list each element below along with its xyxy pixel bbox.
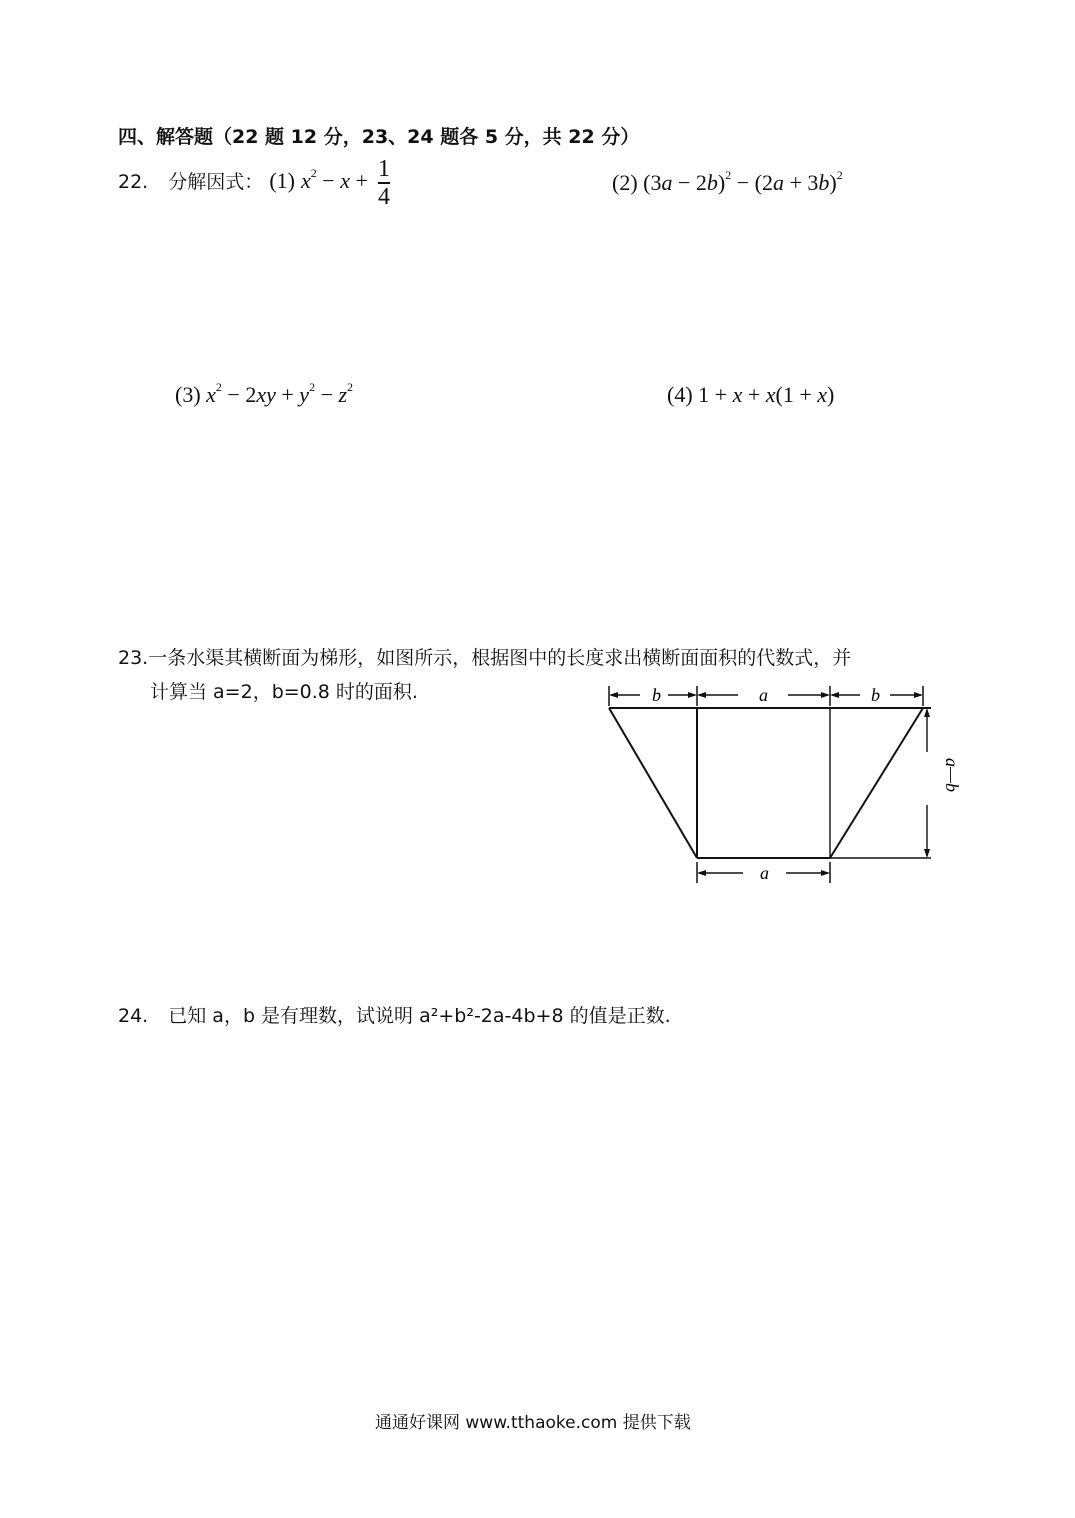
question-22 — [118, 156, 390, 210]
question-24 — [118, 1001, 671, 1028]
part-label-4: (4) — [667, 382, 693, 407]
label-bottom-a: a — [760, 863, 769, 883]
question-text: 已知 a，b 是有理数，试说明 a²+b²-2a-4b+8 的值是正数. — [168, 1005, 671, 1027]
question-prompt: 分解因式： — [168, 171, 264, 193]
expression-3: $x^2 - 2xy + y^2 - z^2$ — [206, 380, 354, 407]
question-22-part-4 — [667, 382, 834, 408]
expression-2: $(3a - 2b)^2 - (2a + 3b)^2$ — [643, 168, 843, 195]
part-label-3: (3) — [175, 382, 201, 407]
page-footer: 通通好课网 www.tthaoke.com 提供下载 — [375, 1413, 691, 1433]
section-title: 四、解答题（22 题 12 分，23、24 题各 5 分，共 22 分） — [118, 126, 640, 148]
label-right-a-minus-b: a—b — [942, 758, 962, 793]
part-label-1: (1) — [269, 168, 295, 193]
question-number: 22. — [118, 171, 149, 193]
label-top-b-right: b — [871, 685, 880, 705]
question-number: 24. — [118, 1005, 149, 1027]
question-22-part-2 — [612, 170, 843, 196]
question-23-line-2: 计算当 a=2，b=0.8 时的面积. — [150, 681, 418, 703]
question-22-part-3 — [175, 382, 353, 408]
question-text: 一条水渠其横断面为梯形，如图所示，根据图中的长度求出横断面面积的代数式，并 — [148, 647, 852, 669]
expression-4: 1 + x + x(1 + x) — [698, 382, 835, 407]
trapezoid-diagram — [598, 680, 962, 890]
label-top-b-left: b — [652, 685, 661, 705]
fraction-denominator: 4 — [377, 184, 390, 210]
expression-1: $x^2 - x$ + — [301, 166, 368, 193]
trapezoid-shape — [609, 708, 931, 858]
question-number: 23. — [118, 647, 149, 669]
question-23-line-1 — [118, 643, 851, 670]
label-top-a: a — [759, 685, 768, 705]
fraction-one-quarter — [378, 156, 390, 210]
part-label-2: (2) — [612, 170, 638, 195]
fraction-numerator: 1 — [377, 156, 390, 182]
